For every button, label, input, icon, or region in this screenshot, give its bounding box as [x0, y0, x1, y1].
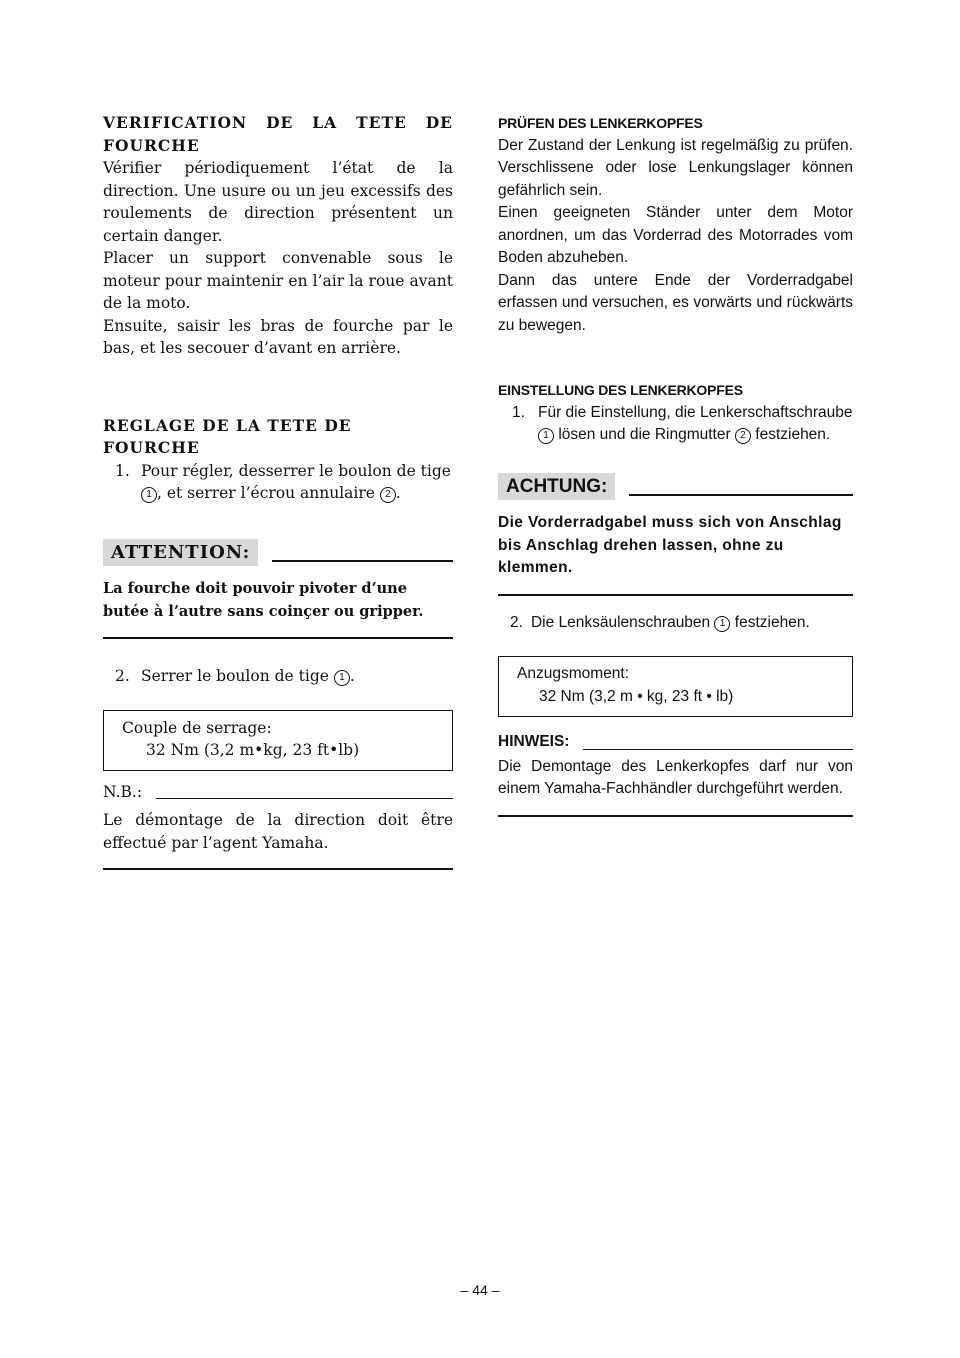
- fr-step-1-text-b: , et serrer l’écrou annulaire: [157, 484, 375, 502]
- fr-note-end-rule: [103, 868, 453, 870]
- fr-torque-label: Couple de serrage:: [122, 718, 272, 737]
- fr-heading-adjust: REGLAGE DE LA TETE DE FOURCHE: [103, 415, 352, 457]
- fr-callout-2: 2: [380, 487, 396, 503]
- de-para-3: Dann das untere Ende der Vorderradgabel erfassen und versuchen, es vorwärts und rückwärts zu bewegen.: [498, 271, 853, 334]
- de-torque-value: 32 Nm (3,2 m • kg, 23 ft • lb): [539, 687, 734, 705]
- fr-note-rule: [156, 798, 453, 799]
- fr-callout-1: 1: [141, 487, 157, 503]
- de-note-label: HINWEIS:: [498, 733, 570, 750]
- de-attention-header: [498, 473, 853, 501]
- fr-torque-box: [103, 710, 453, 771]
- de-note-rule: [583, 749, 853, 750]
- de-note-header: [498, 731, 853, 754]
- de-step-1-end: festziehen.: [755, 426, 831, 443]
- fr-step-2-end: .: [349, 667, 355, 685]
- de-step-1-text-a: Für die Einstellung, die Lenkerschaftschraube: [538, 403, 853, 421]
- de-step-2-number: 2.: [510, 613, 523, 631]
- fr-step-1: [103, 460, 453, 505]
- de-callout-2: 2: [735, 428, 751, 444]
- fr-callout-1b: 1: [334, 670, 350, 686]
- fr-step-1-text-a: Pour régler, desserrer le boulon de tige: [141, 461, 451, 480]
- fr-attention-end-rule: [103, 637, 453, 639]
- de-note-end-rule: [498, 815, 853, 817]
- fr-para-2: Placer un support convenable sous le moteur pour maintenir en l’air la roue avant de la moto.: [103, 249, 453, 312]
- de-note-text: Die Demontage des Lenkerkopfes darf nur von einem Yamaha-Fachhändler durchgeführt werden.: [498, 757, 853, 797]
- french-column: [103, 112, 453, 870]
- de-step-1-text-b: lösen und die Ringmutter: [558, 426, 731, 443]
- fr-note-text: Le démontage de la direction doit être effectué par l’agent Yamaha.: [103, 811, 453, 852]
- de-heading-adjust: EINSTELLUNG DES LENKERKOPFES: [498, 382, 743, 398]
- de-step-1: [498, 402, 853, 447]
- fr-attention-text: La fourche doit pouvoir pivoter d’une butée à l’autre sans coinçer ou gripper.: [103, 580, 424, 620]
- de-para-2: Einen geeigneten Ständer unter dem Motor anordnen, um das Vorderrad des Motorrades vom Boden abzuheben.: [498, 204, 853, 266]
- fr-step-1-number: 1.: [115, 461, 130, 480]
- de-callout-1b: 1: [714, 616, 730, 632]
- fr-heading-check-line2: FOURCHE: [103, 135, 200, 155]
- de-attention-text: Die Vorderradgabel muss sich von Anschlag bis Anschlag drehen lassen, ohne zu klemmen.: [498, 514, 842, 576]
- fr-attention-badge: ATTENTION:: [103, 539, 258, 567]
- de-step-1-number: 1.: [512, 403, 525, 421]
- de-step-2-end: festziehen.: [734, 613, 810, 631]
- de-torque-label: Anzugsmoment:: [517, 665, 629, 682]
- de-attention-badge: ACHTUNG:: [498, 473, 615, 501]
- de-torque-box: [498, 656, 853, 717]
- de-step-2: [498, 612, 853, 635]
- de-para-1: Der Zustand der Lenkung ist regelmäßig zu prüfen. Verschlissene oder lose Lenkungslager können gefährlich sein.: [498, 136, 853, 199]
- fr-heading-check: VERIFICATION DE LA TETE DE: [103, 113, 453, 132]
- fr-note-label: N.B.:: [103, 782, 143, 801]
- fr-step-2-text: Serrer le boulon de tige: [141, 667, 329, 685]
- german-column: [498, 112, 853, 817]
- fr-para-1: Vérifier périodiquement l’état de la direction. Une usure ou un jeu excessifs des roulements de direction présentent un certain danger.: [103, 159, 453, 245]
- de-attention-end-rule: [498, 594, 853, 596]
- fr-step-2: [103, 665, 453, 688]
- fr-note-header: [103, 781, 453, 804]
- de-callout-1: 1: [538, 428, 554, 444]
- de-attention-rule: [629, 494, 853, 496]
- fr-step-2-number: 2.: [115, 667, 130, 685]
- fr-attention-rule: [272, 560, 453, 562]
- de-step-2-text: Die Lenksäulenschrauben: [530, 613, 711, 631]
- fr-attention-header: [103, 539, 453, 567]
- de-heading-check: PRÜFEN DES LENKERKOPFES: [498, 115, 703, 131]
- fr-para-3: Ensuite, saisir les bras de fourche par le bas, et les secouer d’avant en arrière.: [103, 316, 453, 357]
- fr-torque-value: 32 Nm (3,2 m•kg, 23 ft•lb): [146, 741, 360, 759]
- page-number: – 44 –: [460, 1282, 500, 1298]
- fr-step-1-end: .: [395, 484, 401, 502]
